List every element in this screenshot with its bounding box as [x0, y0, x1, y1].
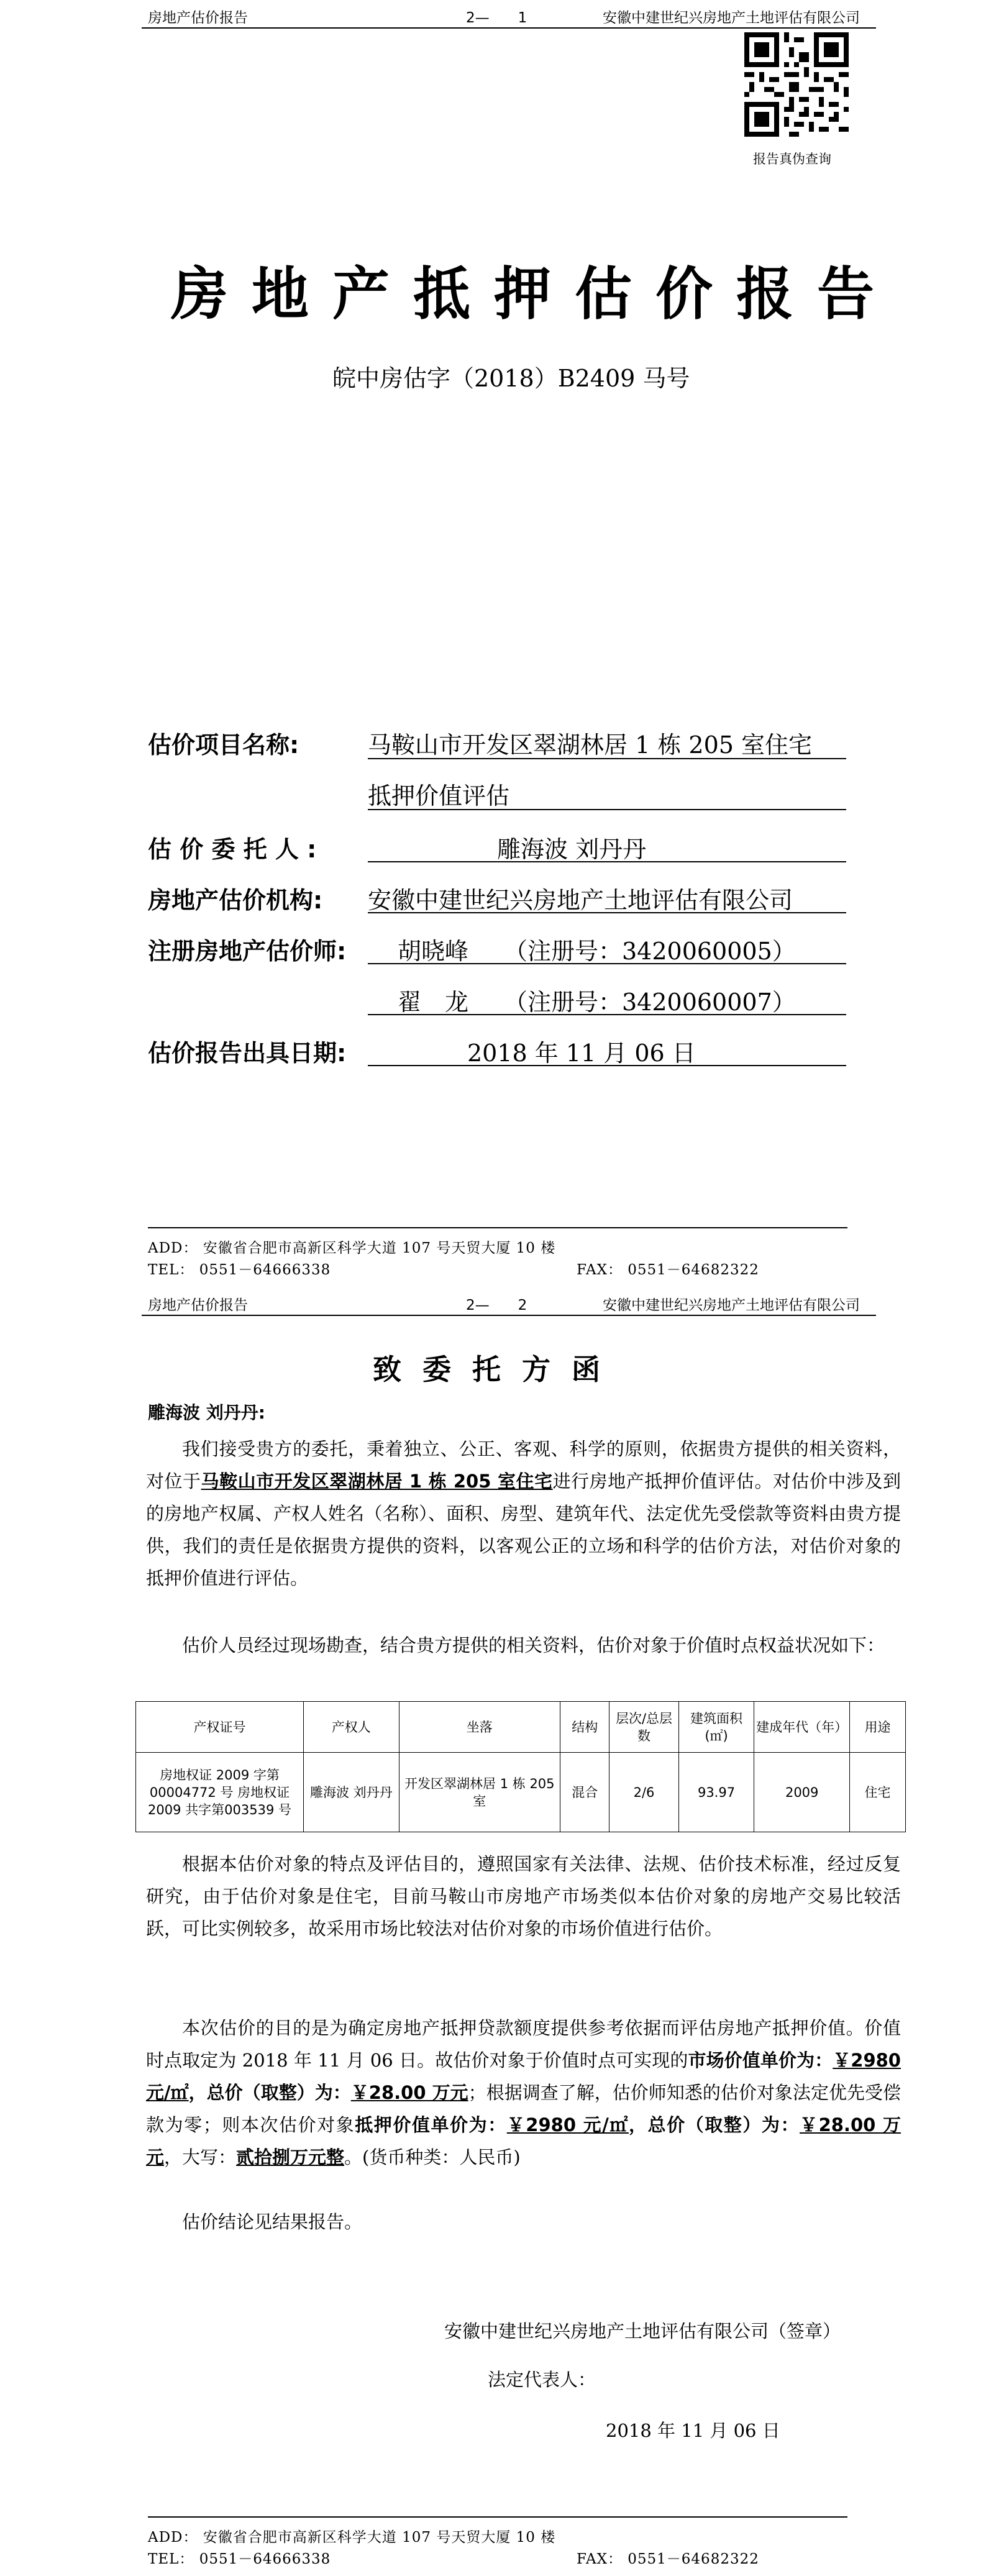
paragraph-3: 根据本估价对象的特点及评估目的，遵照国家有关法律、法规、估价技术标准，经过反复研究，由于估价对象是住宅，目前马鞍山市房地产市场类似本估价对象的房地产交易比较活跃，可比实例较多，故采用市场比较法对估价对象的市场价值进行估价。: [146, 1853, 901, 1939]
report-title: 房地产抵押估价报告: [171, 261, 898, 327]
appraiser-label: 注册房地产估价师:: [148, 938, 347, 965]
letter-salutation: 雕海波 刘丹丹:: [148, 1402, 265, 1423]
project-name-value: 马鞍山市开发区翠湖林居 1 栋 205 室住宅: [368, 731, 813, 759]
table-header-cell: 产权人: [304, 1702, 399, 1753]
table-header-cell: 坐落: [399, 1702, 560, 1753]
qr-code-icon: [744, 32, 849, 137]
org-label: 房地产估价机构:: [148, 887, 323, 914]
table-cell-floor: 2/6: [609, 1753, 678, 1832]
appraiser-2-underline: [368, 1014, 846, 1015]
project-name-value-line2: 抵押价值评估: [368, 782, 510, 810]
table-header-cell: 层次/总层数: [609, 1702, 678, 1753]
appraiser-2: 翟 龙 （注册号：3420060007）: [398, 989, 796, 1016]
qr-caption: 报告真伪查询: [753, 152, 831, 167]
letter-title: 致委托方函: [373, 1353, 621, 1386]
appraiser-1-underline: [368, 963, 846, 964]
mortgage-unit-price: ￥2980 元/㎡: [506, 2114, 629, 2135]
market-unit-price: ￥2980 元/㎡: [146, 2050, 901, 2103]
paragraph-5: 估价结论见结果报告。: [182, 2211, 363, 2232]
table-cell-use: 住宅: [849, 1753, 905, 1832]
table-header-cell: 产权证号: [136, 1702, 304, 1753]
page2-header-left: 房地产估价报告: [148, 1297, 248, 1313]
table-header-cell: 结构: [560, 1702, 609, 1753]
table-cell-structure: 混合: [560, 1753, 609, 1832]
page1-footer-fax: FAX： 0551－64682322: [577, 1262, 759, 1278]
org-value: 安徽中建世纪兴房地产土地评估有限公司: [368, 887, 793, 914]
page2-footer-tel: TEL： 0551－64666338: [148, 2551, 331, 2567]
project-name-underline-2: [368, 809, 846, 810]
property-rights-table: [135, 1701, 906, 1832]
project-name-label: 估价项目名称:: [148, 731, 299, 759]
page1-header-rule: [142, 27, 876, 29]
market-total-price: ￥28.00 万元: [350, 2082, 468, 2103]
project-name-underline: [368, 758, 846, 759]
appraiser-1: 胡晓峰 （注册号：3420060005）: [398, 938, 796, 965]
table-cell-year: 2009: [754, 1753, 850, 1832]
table-header-cell: 用途: [849, 1702, 905, 1753]
org-underline: [368, 912, 846, 913]
page2-header-rule: [142, 1315, 876, 1316]
page2-footer-rule: [148, 2516, 847, 2518]
table-cell-location: 开发区翠湖林居 1 栋 205 室: [399, 1753, 560, 1832]
client-label: 估 价 委 托 人 :: [148, 836, 317, 863]
signature-date: 2018 年 11 月 06 日: [606, 2420, 780, 2441]
issue-date-label: 估价报告出具日期:: [148, 1039, 347, 1067]
page2-footer-address: ADD： 安徽省合肥市高新区科学大道 107 号天贸大厦 10 楼: [148, 2529, 556, 2546]
page2-footer-fax: FAX： 0551－64682322: [577, 2551, 759, 2567]
table-cell-cert: 房地权证 2009 字第00004772 号 房地权证 2009 共字第003539 号: [136, 1753, 304, 1832]
page2-header-right: 安徽中建世纪兴房地产土地评估有限公司: [603, 1297, 860, 1313]
table-row: [136, 1753, 906, 1832]
issue-date-value: 2018 年 11 月 06 日: [467, 1039, 696, 1067]
issue-date-underline: [368, 1065, 846, 1066]
property-address: 马鞍山市开发区翠湖林居 1 栋 205 室住宅: [201, 1471, 553, 1492]
table-header-cell: 建筑面积(㎡): [678, 1702, 754, 1753]
table-cell-area: 93.97: [678, 1753, 754, 1832]
page1-footer-rule: [148, 1227, 847, 1228]
report-number: 皖中房估字（2018）B2409 马号: [332, 365, 690, 392]
signature-company: 安徽中建世纪兴房地产土地评估有限公司（签章）: [444, 2321, 841, 2342]
paragraph-1: 我们接受贵方的委托，秉着独立、公正、客观、科学的原则，依据贵方提供的相关资料，对位于马鞍山市开发区翠湖林居 1 栋 205 室住宅进行房地产抵押价值评估。对估价中涉及到的房地产权属、产权人姓名（名称）、面积、房型、建筑年代、法定优先受偿款等资料由贵方提供，我们的责任是依据贵方提供的资料，以客观公正的立场和科学的估价方法，对估价对象的抵押价值进行评估。: [146, 1438, 901, 1589]
paragraph-2: 估价人员经过现场勘查，结合贵方提供的相关资料，估价对象于价值时点权益状况如下：: [182, 1635, 885, 1656]
table-header-row: [136, 1702, 906, 1753]
client-value: 雕海波 刘丹丹: [497, 836, 647, 863]
page1-header-right: 安徽中建世纪兴房地产土地评估有限公司: [603, 10, 860, 26]
page1-footer-tel: TEL： 0551－64666338: [148, 1262, 331, 1278]
client-underline: [368, 861, 846, 862]
signature-representative: 法定代表人：: [488, 2369, 596, 2390]
amount-in-words: 贰拾捌万元整: [236, 2147, 345, 2168]
paragraph-4: 本次估价的目的是为确定房地产抵押贷款额度提供参考依据而评估房地产抵押价值。价值时点取定为 2018 年 11 月 06 日。故估价对象于价值时点可实现的市场价值单价为：￥2980 元/㎡，总价（取整）为：￥28.00 万元；根据调查了解，估价师知悉的估价对象法定优先受偿款为零；则本次估价对象抵押价值单价为：￥2980 元/㎡，总价（取整）为：￥28.00 万元，大写：贰拾捌万元整。(货币种类：人民币): [146, 2017, 901, 2168]
page1-header-left: 房地产估价报告: [148, 10, 248, 26]
page2-header-page: 2— 2: [466, 1297, 527, 1313]
table-cell-owner: 雕海波 刘丹丹: [304, 1753, 399, 1832]
mortgage-total-price: ￥28.00 万元: [146, 2114, 901, 2168]
page1-header-page: 2— 1: [466, 10, 527, 26]
table-header-cell: 建成年代（年）: [754, 1702, 850, 1753]
page1-footer-address: ADD： 安徽省合肥市高新区科学大道 107 号天贸大厦 10 楼: [148, 1240, 556, 1256]
